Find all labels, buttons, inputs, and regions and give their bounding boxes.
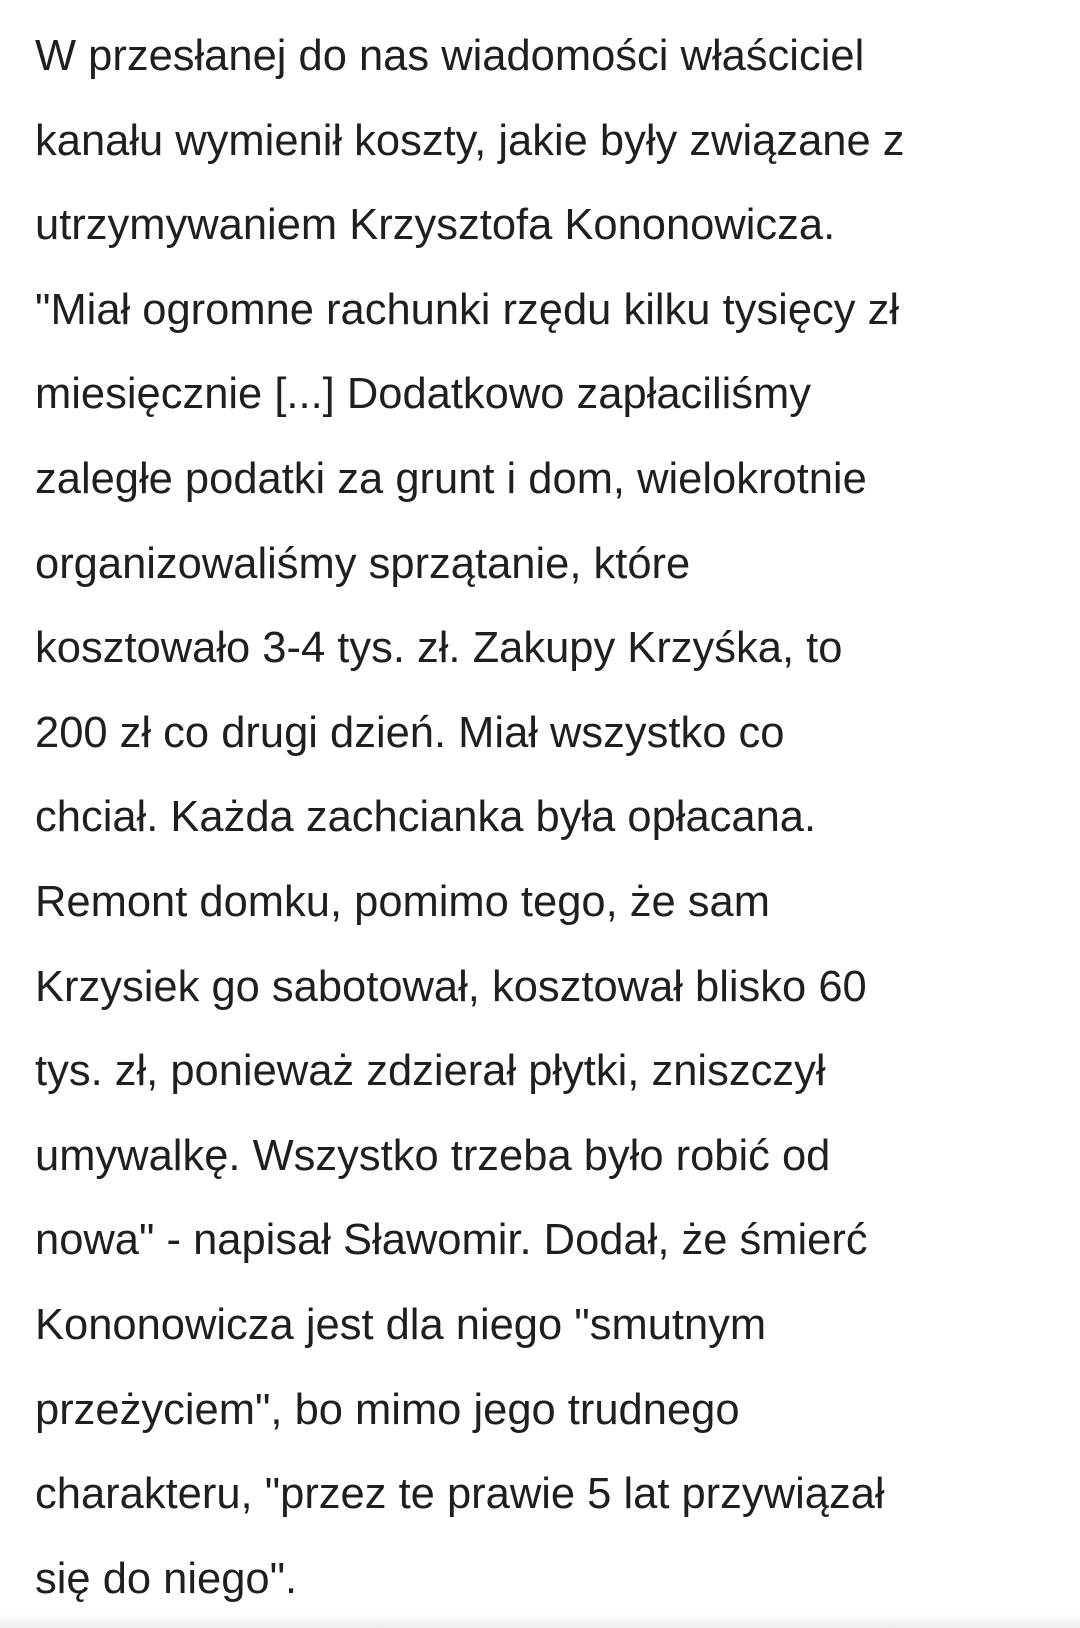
article-text-line: przeżyciem", bo mimo jego trudnego [35, 1385, 740, 1434]
article-text-line: kanału wymienił koszty, jakie były związane z [35, 116, 905, 165]
article-text-line: Kononowicza jest dla niego "smutnym [35, 1300, 767, 1349]
article-text-line: Remont domku, pomimo tego, że sam [35, 877, 770, 926]
article-text-line: miesięcznie [...] Dodatkowo zapłaciliśmy [35, 370, 812, 419]
article-text-line: Krzysiek go sabotował, kosztował blisko 60 [35, 962, 867, 1011]
article-text-line: kosztowało 3-4 tys. zł. Zakupy Krzyśka, to [35, 624, 843, 673]
article-text-line: W przesłanej do nas wiadomości właściciel [35, 32, 865, 80]
article-text-line: umywalkę. Wszystko trzeba było robić od [35, 1131, 831, 1180]
article-text-line: "Miał ogromne rachunki rzędu kilku tysięcy zł [35, 285, 900, 334]
bottom-edge-shadow [0, 1614, 1080, 1628]
article-text-line: zaległe podatki za grunt i dom, wielokrotnie [35, 454, 867, 503]
article-text-line: 200 zł co drugi dzień. Miał wszystko co [35, 708, 785, 757]
article-text-line: się do niego". [35, 1554, 298, 1603]
article-text-line: utrzymywaniem Krzysztofa Kononowicza. [35, 201, 836, 250]
article-text-line: organizowaliśmy sprzątanie, które [35, 539, 691, 588]
article-text-line: tys. zł, ponieważ zdzierał płytki, zniszczył [35, 1047, 826, 1096]
article-text-line: chciał. Każda zachcianka była opłacana. [35, 793, 817, 842]
article-text-line: nowa" - napisał Sławomir. Dodał, że śmierć [35, 1216, 868, 1265]
article-text-line: charakteru, "przez te prawie 5 lat przywiązał [35, 1470, 885, 1519]
